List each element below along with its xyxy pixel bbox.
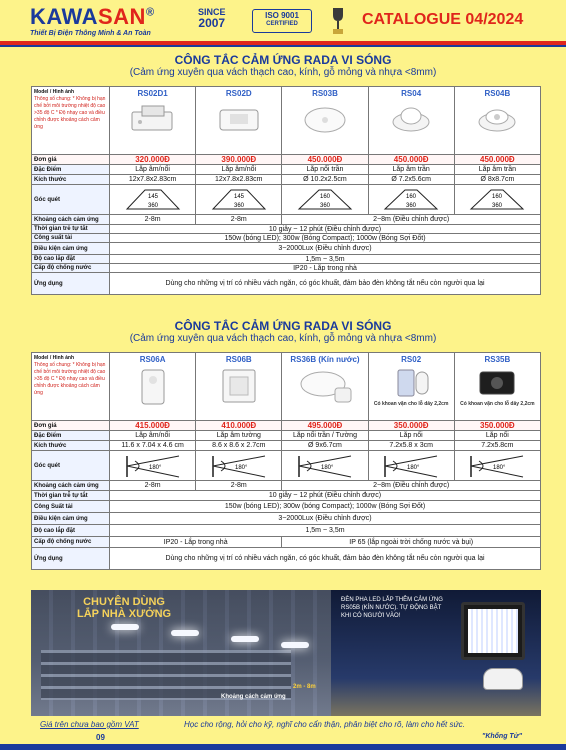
product-rs36b-image	[295, 366, 355, 406]
table-row	[32, 537, 541, 548]
promo-banner	[31, 590, 541, 716]
feature-cell: Lắp nổi	[368, 431, 454, 441]
header	[0, 0, 566, 42]
range-cell: 2-8m	[110, 481, 196, 491]
page-number: 09	[96, 733, 105, 742]
size-cell: 12x7.8x2.83cm	[110, 175, 196, 185]
product-rs02d1-image	[128, 100, 178, 136]
price-cell: 450.000Đ	[282, 155, 368, 165]
trophy-icon	[330, 6, 346, 36]
price-cell: 410.000Đ	[196, 421, 282, 431]
size-cell: 11.6 x 7.04 x 4.6 cm	[110, 441, 196, 451]
scan-angle-diagram	[123, 453, 183, 479]
row-label: Khoảng cách cảm ứng	[32, 215, 110, 225]
section2-subtitle: (Cảm ứng xuyên qua vách thạch cao, kính, gỗ mỏng và nhựa <8mm)	[129, 333, 437, 344]
size-cell: 7.2x5.8cm	[454, 441, 540, 451]
scan-angle-diagram	[295, 187, 355, 213]
price-cell: 450.000Đ	[368, 155, 454, 165]
product-rs03b-image	[300, 100, 350, 136]
table-row	[32, 215, 541, 225]
row-label: Đơn giá	[32, 155, 110, 165]
angle-cell	[454, 451, 540, 481]
table-row	[32, 165, 541, 175]
product-rs04b-image	[472, 100, 522, 136]
brand-logo: KAWASAN®	[30, 4, 155, 29]
desc-cell: Model / Hình ảnh Thông số chung: * Không bị hạn chế bởi môi trường nhiệt độ cao >35 độ C * Độ nhạy cao và điều chỉnh được khoảng cách cảm ứng	[32, 353, 110, 421]
table-row	[32, 431, 541, 441]
spec-table-2	[31, 352, 541, 570]
desc-cell: Model / Hình ảnh Thông số chung: * Không bị hạn chế bởi môi trường nhiệt độ cao >35 độ C * Độ nhạy cao và điều chỉnh được khoảng cách cảm ứng	[32, 87, 110, 155]
row-label: Ứng dụng	[32, 273, 110, 295]
angle-cell	[196, 451, 282, 481]
row-label: Đặc Điểm	[32, 165, 110, 175]
svg-text:160: 160	[406, 193, 417, 200]
footer-quote: Học cho rộng, hỏi cho kỹ, nghĩ cho cẩn thận, phân biệt cho rõ, làm cho hết sức.	[184, 720, 465, 729]
svg-text:360: 360	[147, 202, 158, 209]
size-cell: 8.6 x 8.6 x 2.7cm	[196, 441, 282, 451]
scan-angle-diagram	[381, 187, 441, 213]
footer-bar	[0, 744, 566, 750]
shared-cell: 150w (bóng LED); 300w (Bóng Compact); 1000w (Bóng Sợi Đốt)	[110, 234, 541, 243]
table-row	[32, 155, 541, 165]
table-row	[32, 87, 541, 155]
ceiling-lamp	[281, 642, 309, 648]
scan-angle-diagram	[381, 453, 441, 479]
row-label: Góc quét	[32, 451, 110, 481]
model-cell: RS02D	[196, 87, 282, 155]
row-label: Công Suất tải	[32, 501, 110, 513]
table-row	[32, 175, 541, 185]
model-cell: RS35B Có khoan vặn cho lỗ dây 2,2cm	[454, 353, 540, 421]
row-label: Kích thước	[32, 175, 110, 185]
feature-cell: Lắp âm trần	[368, 165, 454, 175]
row-label: Độ cao lắp đặt	[32, 525, 110, 537]
range-cell: 2~8m (Điều chỉnh được)	[282, 215, 541, 225]
svg-text:160: 160	[319, 193, 330, 200]
table-row	[32, 525, 541, 537]
row-label: Ứng dụng	[32, 548, 110, 570]
section2-title: CÔNG TẮC CẢM ỨNG RADA VI SÓNG	[174, 319, 392, 333]
product-rs04-image	[386, 100, 436, 136]
angle-cell	[110, 185, 196, 215]
row-label: Kích thước	[32, 441, 110, 451]
table-row	[32, 243, 541, 255]
application-cell: Dùng cho những vị trí có nhiều vách ngăn, có góc khuất, đảm bảo đèn không tắt nếu còn người qua lại	[110, 273, 541, 295]
product-note: Có khoan vặn cho lỗ dây 2,2cm	[373, 401, 449, 407]
catalogue-title: CATALOGUE 04/2024	[362, 11, 524, 28]
scan-angle-diagram	[467, 453, 527, 479]
price-cell: 320.000Đ	[110, 155, 196, 165]
angle-cell	[454, 185, 540, 215]
feature-cell: Lắp nổi	[454, 431, 540, 441]
feature-cell: Lắp âm trần	[454, 165, 540, 175]
range-cell: 2-8m	[196, 481, 282, 491]
table-row	[32, 548, 541, 570]
shared-cell: 1,5m ~ 3,5m	[110, 255, 541, 264]
range-cell: 2-8m	[110, 215, 196, 225]
scan-angle-diagram	[123, 187, 183, 213]
price-cell: 350.000Đ	[454, 421, 540, 431]
model-cell: RS02 Có khoan vặn cho lỗ dây 2,2cm	[368, 353, 454, 421]
price-cell: 495.000Đ	[282, 421, 368, 431]
product-rs06b-image	[214, 366, 264, 406]
svg-text:180°: 180°	[234, 464, 248, 471]
size-cell: Ø 9x6.7cm	[282, 441, 368, 451]
banner-title: CHUYÊN DÙNG LẮP NHÀ XƯỞNG	[77, 596, 172, 620]
svg-text:180°: 180°	[148, 464, 162, 471]
shared-cell: 150w (bóng LED); 300w (bóng Compact); 1000w (Bóng Sợi Đốt)	[110, 501, 541, 513]
row-label: Cấp độ chống nước	[32, 537, 110, 548]
svg-text:360: 360	[492, 202, 503, 209]
sensor-head-icon	[483, 668, 523, 690]
row-label: Thời gian trễ tự tắt	[32, 225, 110, 234]
table-row	[32, 513, 541, 525]
application-cell: Dùng cho những vị trí có nhiều vách ngăn, có góc khuất, đảm bảo đèn không tắt nếu còn người qua lại	[110, 548, 541, 570]
model-cell: RS04B	[454, 87, 540, 155]
feature-cell: Lắp âm tường	[196, 431, 282, 441]
banner-range-value: 2m - 8m	[293, 684, 316, 690]
row-label: Cấp độ chống nước	[32, 264, 110, 273]
table-row	[32, 273, 541, 295]
svg-text:180°: 180°	[407, 464, 420, 471]
water-cell: IP 65 (lắp ngoài trời chống nước và bụi)	[282, 537, 541, 548]
row-label: Độ cao lắp đặt	[32, 255, 110, 264]
svg-text:160: 160	[492, 193, 503, 200]
svg-text:360: 360	[406, 202, 417, 209]
range-cell: 2~8m (Điều chỉnh được)	[282, 481, 541, 491]
svg-text:145: 145	[233, 193, 244, 200]
vat-note: Giá trên chưa bao gồm VAT	[40, 720, 139, 729]
iso-badge: ISO 9001 CERTIFIED	[252, 9, 312, 33]
table-row	[32, 441, 541, 451]
svg-text:360: 360	[233, 202, 244, 209]
size-cell: 12x7.8x2.83cm	[196, 175, 282, 185]
shared-cell: 10 giây ~ 12 phút (Điều chỉnh được)	[110, 491, 541, 501]
angle-cell	[196, 185, 282, 215]
brand-tagline: Thiết Bị Điện Thông Minh & An Toàn	[30, 30, 151, 37]
row-label: Góc quét	[32, 185, 110, 215]
header-divider-blue	[0, 45, 566, 47]
price-cell: 350.000Đ	[368, 421, 454, 431]
table-row	[32, 225, 541, 234]
ceiling-lamp	[171, 630, 199, 636]
size-cell: Ø 8x8.7cm	[454, 175, 540, 185]
row-label: Điều kiện cảm ứng	[32, 513, 110, 525]
model-cell: RS04	[368, 87, 454, 155]
section1-subtitle: (Cảm ứng xuyên qua vách thạch cao, kính, gỗ mỏng và nhựa <8mm)	[129, 67, 437, 78]
spec-table-1	[31, 86, 541, 295]
shared-cell: IP20 - Lắp trong nhà	[110, 264, 541, 273]
scan-angle-diagram	[467, 187, 527, 213]
feature-cell: Lắp âm/nổi	[196, 165, 282, 175]
range-cell: 2-8m	[196, 215, 282, 225]
price-cell: 450.000Đ	[454, 155, 540, 165]
model-cell: RS36B (Kín nước)	[282, 353, 368, 421]
svg-text:360: 360	[319, 202, 330, 209]
shared-cell: 3~2000Lux (Điều chỉnh được)	[110, 243, 541, 255]
svg-text:180°: 180°	[493, 464, 506, 471]
size-cell: Ø 7.2x5.6cm	[368, 175, 454, 185]
table-row	[32, 185, 541, 215]
price-cell: 415.000Đ	[110, 421, 196, 431]
angle-cell	[368, 185, 454, 215]
scan-angle-diagram	[209, 187, 269, 213]
product-rs02d-image	[214, 100, 264, 136]
svg-text:180°: 180°	[320, 464, 334, 471]
row-label: Khoảng cách cảm ứng	[32, 481, 110, 491]
table-row	[32, 451, 541, 481]
section1-title: CÔNG TẮC CẢM ỨNG RADA VI SÓNG	[174, 53, 392, 67]
table-row	[32, 491, 541, 501]
table-row	[32, 255, 541, 264]
svg-text:145: 145	[147, 193, 158, 200]
table-row	[32, 264, 541, 273]
shared-cell: 3~2000Lux (Điều chỉnh được)	[110, 513, 541, 525]
model-cell: RS03B	[282, 87, 368, 155]
section2-heading	[0, 316, 566, 350]
shared-cell: 10 giây ~ 12 phút (Điều chỉnh được)	[110, 225, 541, 234]
feature-cell: Lắp nổi trần / Tường	[282, 431, 368, 441]
row-label: Điều kiện cảm ứng	[32, 243, 110, 255]
since-badge: SINCE 2007	[198, 7, 226, 30]
model-cell: RS06A	[110, 353, 196, 421]
table-row	[32, 481, 541, 491]
model-cell: RS06B	[196, 353, 282, 421]
table-row	[32, 421, 541, 431]
angle-cell	[110, 451, 196, 481]
feature-cell: Lắp âm/nổi	[110, 165, 196, 175]
angle-cell	[368, 451, 454, 481]
row-label: Đơn giá	[32, 421, 110, 431]
product-rs02-image	[386, 366, 436, 400]
section1-heading	[0, 50, 566, 84]
price-cell: 390.000Đ	[196, 155, 282, 165]
scan-angle-diagram	[295, 453, 355, 479]
banner-range-label: Khoảng cách cảm ứng	[221, 694, 286, 700]
angle-cell	[282, 185, 368, 215]
feature-cell: Lắp âm/nổi	[110, 431, 196, 441]
shared-cell: 1,5m ~ 3,5m	[110, 525, 541, 537]
row-label: Công suất tải	[32, 234, 110, 243]
row-label: Đặc Điểm	[32, 431, 110, 441]
scan-angle-diagram	[209, 453, 269, 479]
size-cell: 7.2x5.8 x 3cm	[368, 441, 454, 451]
quote-author: "Khổng Tử"	[482, 733, 523, 740]
size-cell: Ø 10.2x2.5cm	[282, 175, 368, 185]
table-row	[32, 353, 541, 421]
product-note: Có khoan vặn cho lỗ dây 2,2cm	[460, 401, 535, 407]
model-cell: RS02D1	[110, 87, 196, 155]
water-cell: IP20 - Lắp trong nhà	[110, 537, 282, 548]
product-rs35b-image	[472, 366, 522, 400]
ceiling-lamp	[111, 624, 139, 630]
angle-cell	[282, 451, 368, 481]
product-rs06a-image	[128, 366, 178, 406]
table-row	[32, 234, 541, 243]
feature-cell: Lắp nổi trần	[282, 165, 368, 175]
ceiling-lamp	[231, 636, 259, 642]
floodlight-caption: ĐÈN PHA LED LẮP THÊM CẢM ỨNG RS05B (KÍN NƯỚC). TỰ ĐỘNG BẬT KHI CÓ NGƯỜI VÀO!	[341, 597, 443, 619]
row-label: Thời gian trễ tự tắt	[32, 491, 110, 501]
floodlight-icon	[461, 602, 525, 660]
warehouse-shelves	[41, 650, 291, 700]
table-row	[32, 501, 541, 513]
